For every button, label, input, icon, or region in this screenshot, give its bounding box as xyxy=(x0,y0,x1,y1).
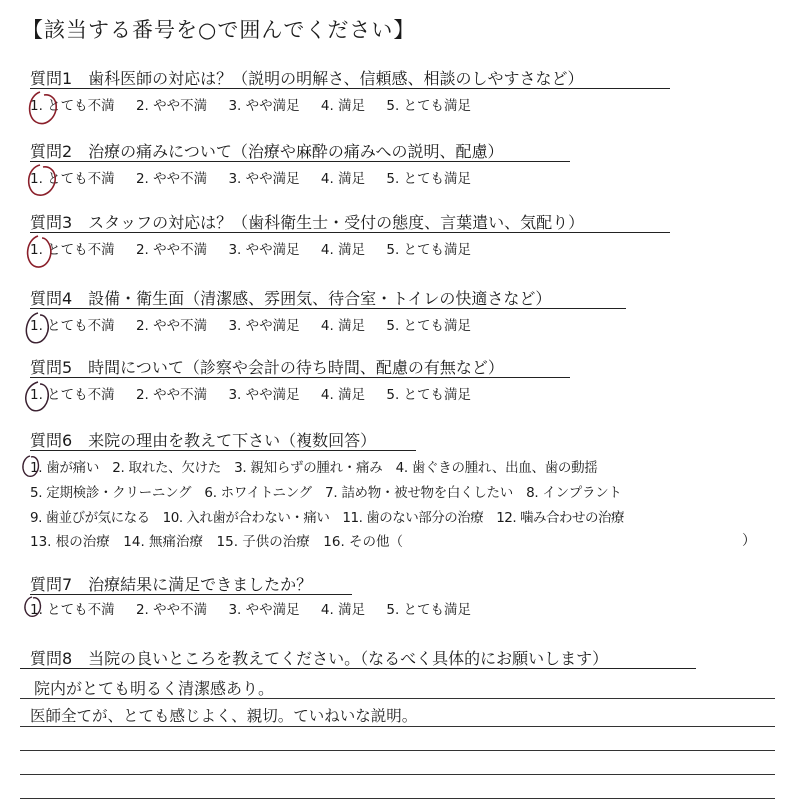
q7-option-3[interactable]: 3. やや満足 xyxy=(228,602,300,618)
q6-options-line-3[interactable]: 9. 歯並びが気になる 10. 入れ歯が合わない・痛い 11. 歯のない部分の治療 12. 噛み合わせの治療 xyxy=(30,510,624,526)
q4-option-5[interactable]: 5. とても満足 xyxy=(386,318,472,334)
q1-option-2[interactable]: 2. やや不満 xyxy=(135,98,208,114)
question-4-title: 質問4 設備・衛生面（清潔感、雰囲気、待合室・トイレの快適さなど） xyxy=(30,289,552,308)
q4-option-2[interactable]: 2. やや不満 xyxy=(135,318,208,334)
q6-options-line-4[interactable]: 13. 根の治療 14. 無痛治療 15. 子供の治療 16. その他（ xyxy=(30,534,404,550)
q2-option-3[interactable]: 3. やや満足 xyxy=(228,171,300,187)
q8-handwritten-answer-1[interactable]: 院内がとても明るく清潔感あり。 xyxy=(34,679,275,698)
q2-option-2[interactable]: 2. やや不満 xyxy=(135,171,208,187)
q2-option-4[interactable]: 4. 満足 xyxy=(320,171,366,187)
q5-option-3[interactable]: 3. やや満足 xyxy=(228,387,300,403)
question-2-title: 質問2 治療の痛みについて（治療や麻酔の痛みへの説明、配慮） xyxy=(30,142,504,161)
q3-option-4[interactable]: 4. 満足 xyxy=(320,242,366,258)
q1-option-3[interactable]: 3. やや満足 xyxy=(228,98,300,114)
q7-option-1[interactable]: 1. とても不満 xyxy=(30,602,115,618)
q5-option-1[interactable]: 1. とても不満 xyxy=(30,387,115,403)
q5-option-5[interactable]: 5. とても満足 xyxy=(386,387,472,403)
page-header: 【該当する番号を○で囲んでください】 xyxy=(22,18,416,42)
q1-option-5[interactable]: 5. とても満足 xyxy=(386,98,472,114)
q3-circle-mark xyxy=(28,236,51,267)
q4-option-1[interactable]: 1. とても不満 xyxy=(30,318,115,334)
q3-option-3[interactable]: 3. やや満足 xyxy=(228,242,300,258)
question-8-title: 質問8 当院の良いところを教えてください。（なるべく具体的にお願いします） xyxy=(30,649,609,668)
q5-option-2[interactable]: 2. やや不満 xyxy=(135,387,208,403)
q8-handwritten-answer-2[interactable]: 医師全てが、とても感じよく、親切。ていねいな説明。 xyxy=(30,707,418,725)
q3-option-2[interactable]: 2. やや不満 xyxy=(135,242,208,258)
q4-option-3[interactable]: 3. やや満足 xyxy=(228,318,300,334)
question-1-title: 質問1 歯科医師の対応は？（説明の明解さ、信頼感、相談のしやすさなど） xyxy=(30,69,584,88)
q2-option-1[interactable]: 1. とても不満 xyxy=(30,171,115,187)
q4-circle-mark xyxy=(26,313,48,343)
q6-circle-mark xyxy=(23,456,39,476)
q4-option-4[interactable]: 4. 満足 xyxy=(320,318,366,334)
q2-option-5[interactable]: 5. とても満足 xyxy=(386,171,472,187)
question-5-title: 質問5 時間について（診察や会計の待ち時間、配慮の有無など） xyxy=(30,358,504,377)
q1-circle-mark xyxy=(30,92,57,124)
q6-options-line-1[interactable]: 1. 歯が痛い 2. 取れた、欠けた 3. 親知らずの腫れ・痛み 4. 歯ぐきの腫れ、出血、歯の動揺 xyxy=(30,460,598,476)
q7-option-4[interactable]: 4. 満足 xyxy=(320,602,366,618)
q6-options-line-2[interactable]: 5. 定期検診・クリーニング 6. ホワイトニング 7. 詰め物・被せ物を白くしたい 8. インプラント xyxy=(30,485,622,501)
question-7-title: 質問7 治療結果に満足できましたか？ xyxy=(30,575,313,594)
q7-option-2[interactable]: 2. やや不満 xyxy=(135,602,208,618)
q1-option-4[interactable]: 4. 満足 xyxy=(320,98,366,114)
q3-option-1[interactable]: 1. とても不満 xyxy=(30,242,115,258)
question-3-title: 質問3 スタッフの対応は？（歯科衛生士・受付の態度、言葉遣い、気配り） xyxy=(30,213,585,232)
q5-circle-mark xyxy=(26,382,49,411)
q1-option-1[interactable]: 1. とても不満 xyxy=(30,98,115,114)
question-6-title: 質問6 来院の理由を教えて下さい（複数回答） xyxy=(30,431,377,450)
q5-option-4[interactable]: 4. 満足 xyxy=(320,387,366,403)
q2-circle-mark xyxy=(29,165,56,195)
q6-other-close-paren: ） xyxy=(742,533,756,549)
q7-circle-mark xyxy=(25,597,41,616)
q7-option-5[interactable]: 5. とても満足 xyxy=(386,602,472,618)
q3-option-5[interactable]: 5. とても満足 xyxy=(386,242,472,258)
